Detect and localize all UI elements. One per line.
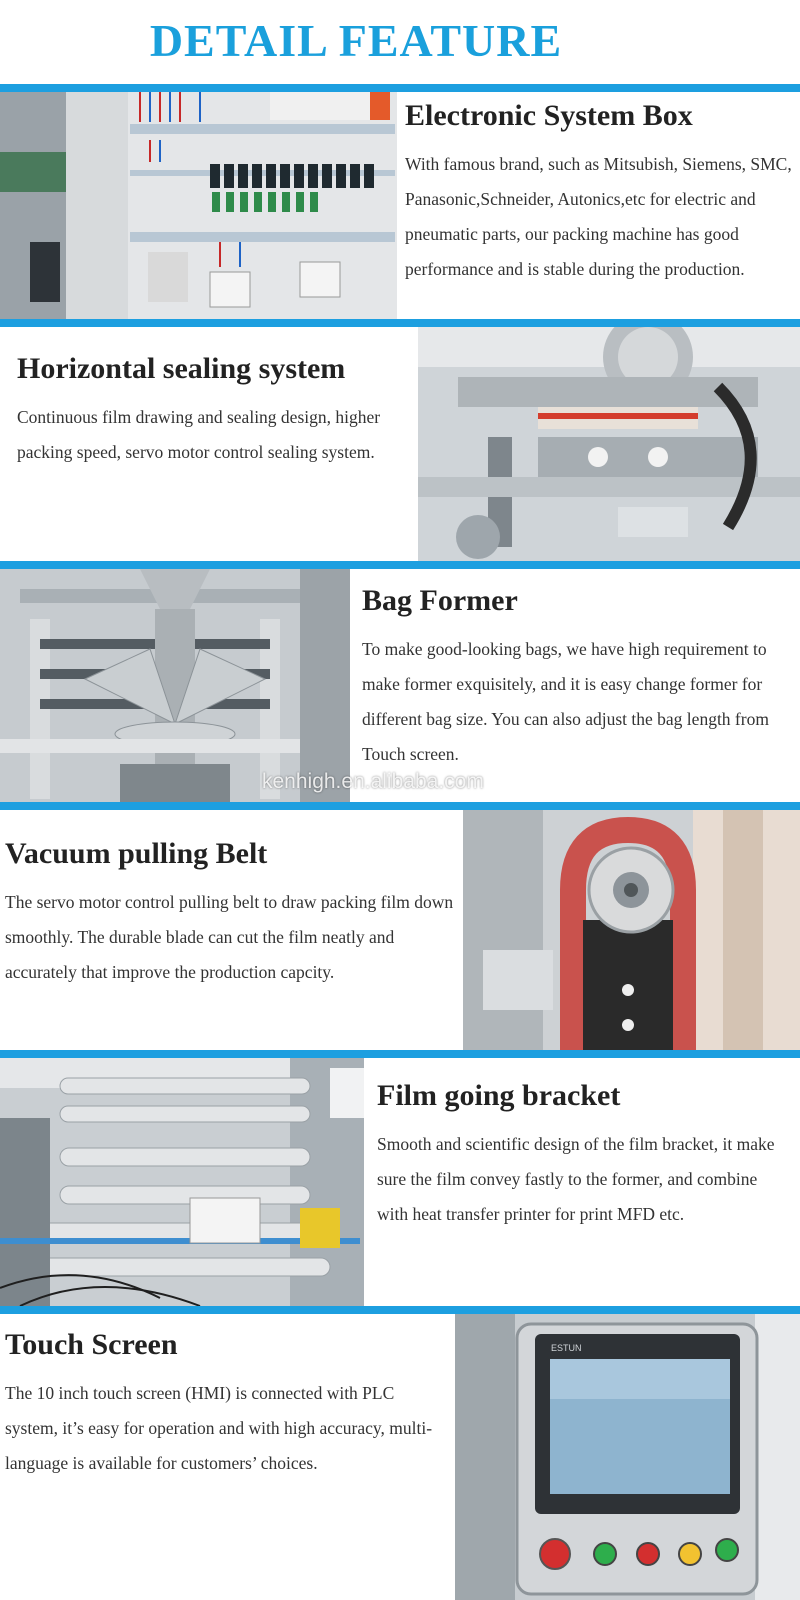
section-title: Film going bracket <box>377 1079 621 1112</box>
watermark-url: kenhigh.en.alibaba.com <box>262 770 484 793</box>
electronic-box-photo <box>0 92 397 319</box>
section-touch-screen <box>5 1328 445 1481</box>
section-title: Horizontal sealing system <box>17 352 346 385</box>
vacuum-belt-photo <box>463 810 800 1050</box>
section-body: The servo motor control pulling belt to draw packing film down smoothly. The durable blade can cut the film neatly and accurately that improve the production capcity. <box>5 892 454 982</box>
section-title: Electronic System Box <box>405 99 693 132</box>
section-electronic-system-box <box>405 99 797 287</box>
section-horizontal-sealing-system <box>17 352 417 470</box>
hmi-brand-label: ESTUN <box>551 1343 582 1353</box>
section-title: Vacuum pulling Belt <box>5 837 268 870</box>
section-divider <box>0 84 800 92</box>
section-film-going-bracket <box>377 1079 792 1232</box>
horizontal-sealing-photo <box>418 327 800 561</box>
section-divider <box>0 802 800 810</box>
section-title: Bag Former <box>362 584 518 617</box>
section-body: The 10 inch touch screen (HMI) is connected with PLC system, it’s easy for operation and with high accuracy, multi-language is available for customers’ choices. <box>5 1383 433 1473</box>
section-divider <box>0 319 800 327</box>
section-body: To make good-looking bags, we have high requirement to make former exquisitely, and it is easy change former for different bag size. You can also adjust the bag length from Touch screen. <box>362 639 769 764</box>
section-title: Touch Screen <box>5 1328 178 1361</box>
section-body: Continuous film drawing and sealing design, higher packing speed, servo motor control sealing system. <box>17 407 381 462</box>
section-divider <box>0 1306 800 1314</box>
section-divider <box>0 561 800 569</box>
section-body: Smooth and scientific design of the film bracket, it make sure the film convey fastly to the former, and combine with heat transfer printer for print MFD etc. <box>377 1134 775 1224</box>
bag-former-photo <box>0 569 350 802</box>
section-body: With famous brand, such as Mitsubish, Siemens, SMC, Panasonic,Schneider, Autonics,etc for electric and pneumatic parts, our packing machine has good performance and is stable during the production. <box>405 154 792 279</box>
touch-screen-photo <box>455 1314 800 1600</box>
page-header <box>0 0 800 84</box>
film-bracket-photo <box>0 1058 364 1306</box>
page-title: DETAIL FEATURE <box>149 15 563 66</box>
section-bag-former <box>362 584 792 772</box>
section-divider <box>0 1050 800 1058</box>
section-vacuum-pulling-belt <box>5 837 460 990</box>
